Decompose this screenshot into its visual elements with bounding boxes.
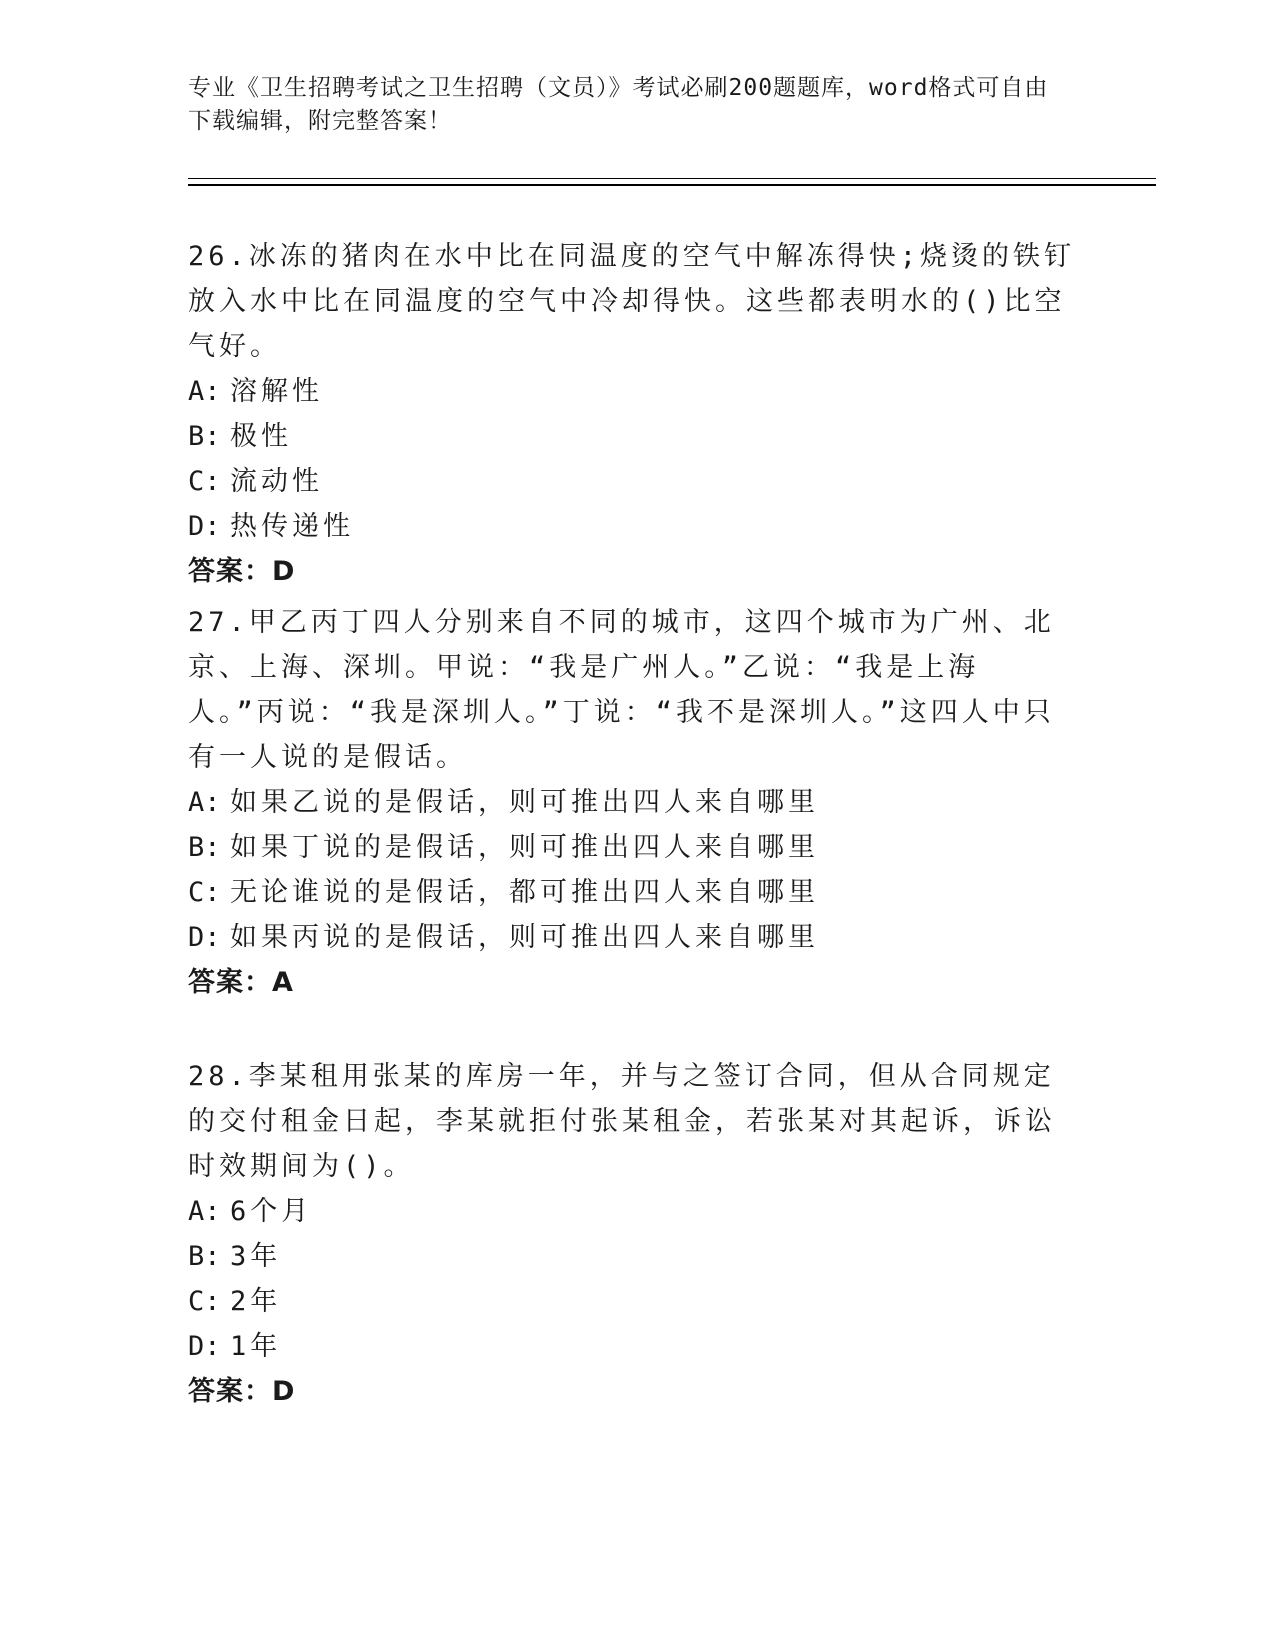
option-a (188, 780, 1078, 825)
option-key: A: (188, 787, 221, 818)
option-b (188, 825, 1078, 870)
option-text: 1年 (230, 1331, 282, 1362)
question-27 (188, 600, 1078, 1005)
option-key: D: (188, 1331, 221, 1362)
question-stem: 26.冰冻的猪肉在水中比在同温度的空气中解冻得快;烧烫的铁钉放入水中比在同温度的空气中冷却得快。这些都表明水的()比空气好。 (188, 241, 1076, 362)
option-key: B: (188, 832, 221, 863)
option-text: 溶解性 (230, 376, 323, 407)
option-text: 热传递性 (230, 511, 354, 542)
option-key: C: (188, 877, 221, 908)
document-header: 专业《卫生招聘考试之卫生招聘（文员）》考试必刷200题题库，word格式可自由下载编辑，附完整答案！ (188, 75, 1049, 134)
question-stem: 27.甲乙丙丁四人分别来自不同的城市，这四个城市为广州、北京、上海、深圳。甲说：“我是广州人。”乙说：“我是上海人。”丙说：“我是深圳人。”丁说：“我不是深圳人。”这四人中只有一人说的是假话。 (188, 607, 1055, 773)
option-text: 流动性 (230, 466, 323, 497)
option-text: 6个月 (230, 1196, 313, 1227)
question-28 (188, 1054, 1078, 1414)
option-b (188, 414, 1078, 459)
option-key: D: (188, 922, 221, 953)
question-stem: 28.李某租用张某的库房一年，并与之签订合同，但从合同规定的交付租金日起，李某就拒付张某租金，若张某对其起诉，诉讼时效期间为()。 (188, 1061, 1056, 1182)
option-c (188, 1279, 1078, 1324)
option-c (188, 459, 1078, 504)
option-a (188, 369, 1078, 414)
option-b (188, 1234, 1078, 1279)
option-text: 如果丁说的是假话，则可推出四人来自哪里 (230, 832, 819, 863)
option-d (188, 504, 1078, 549)
option-key: D: (188, 511, 221, 542)
option-key: C: (188, 466, 221, 497)
answer-line: 答案：D (188, 556, 296, 587)
option-text: 如果丙说的是假话，则可推出四人来自哪里 (230, 922, 819, 953)
option-a (188, 1189, 1078, 1234)
option-text: 3年 (230, 1241, 282, 1272)
option-key: C: (188, 1286, 221, 1317)
option-d (188, 1324, 1078, 1369)
answer-line: 答案：D (188, 1376, 296, 1407)
option-c (188, 870, 1078, 915)
answer-line: 答案：A (188, 967, 294, 998)
option-key: B: (188, 421, 221, 452)
option-key: A: (188, 376, 221, 407)
option-key: A: (188, 1196, 221, 1227)
option-text: 如果乙说的是假话，则可推出四人来自哪里 (230, 787, 819, 818)
header-divider (188, 178, 1156, 186)
option-d (188, 915, 1078, 960)
option-text: 极性 (230, 421, 292, 452)
option-text: 无论谁说的是假话，都可推出四人来自哪里 (230, 877, 819, 908)
option-key: B: (188, 1241, 221, 1272)
option-text: 2年 (230, 1286, 282, 1317)
question-26 (188, 234, 1078, 594)
